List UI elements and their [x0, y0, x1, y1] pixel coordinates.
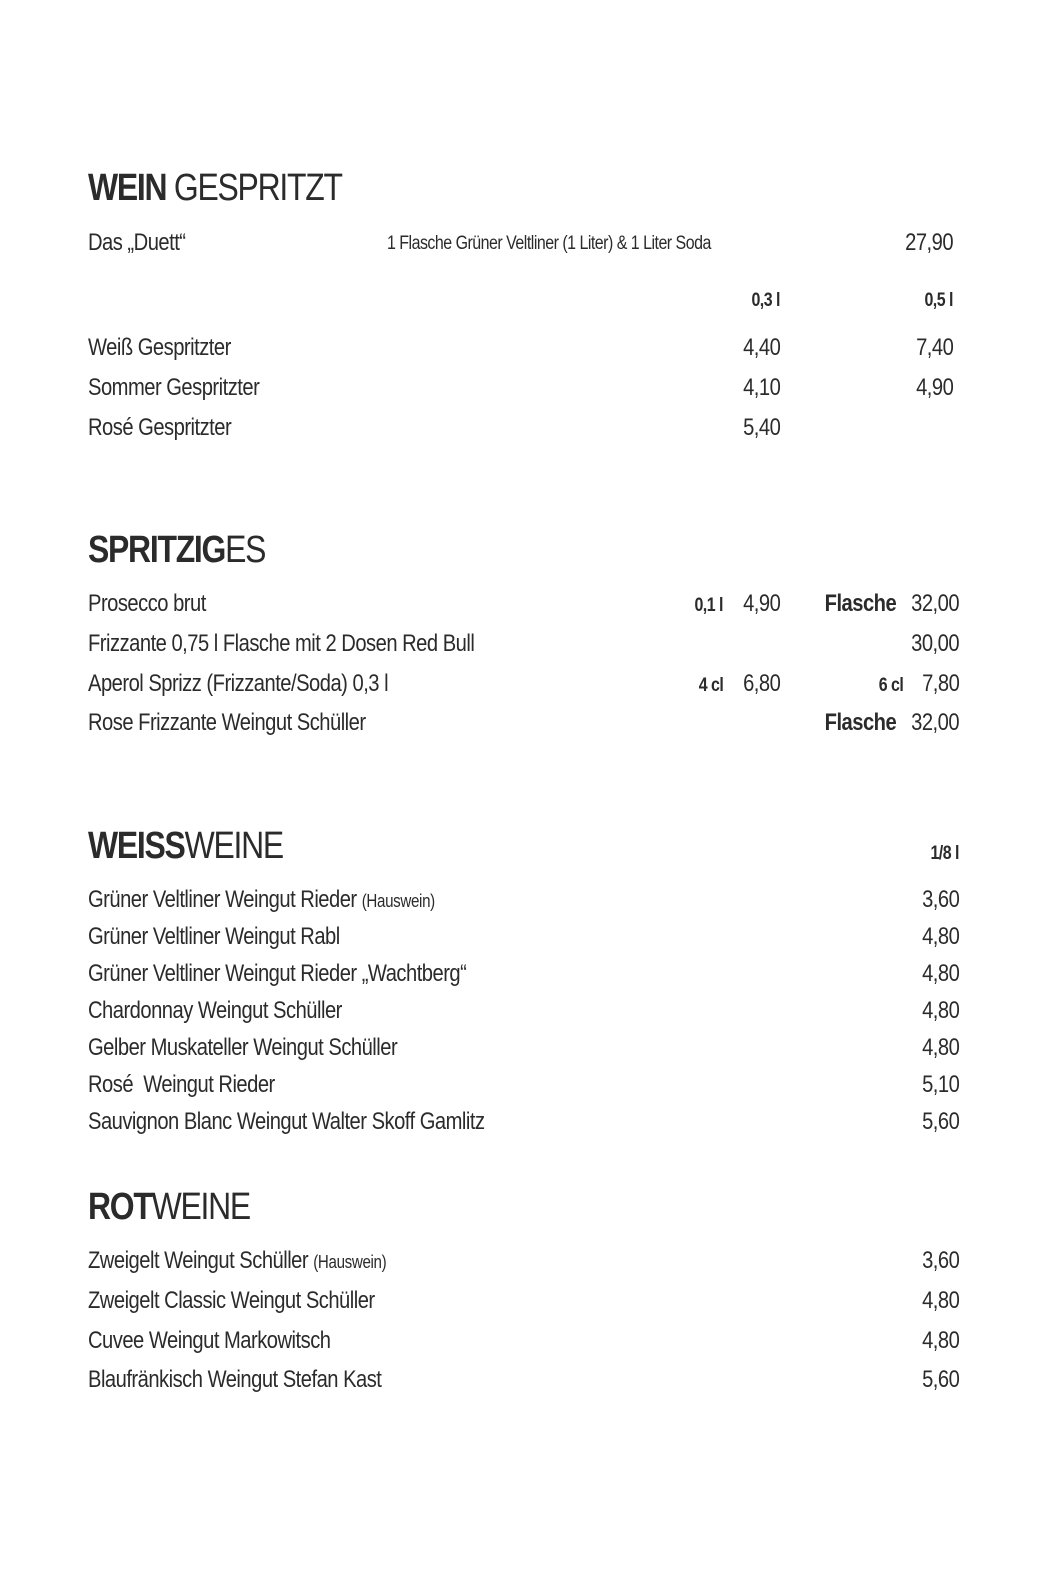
unit-large: 6 cl	[878, 675, 903, 696]
list-item-name: Prosecco brut	[88, 590, 206, 617]
price-0-5l: 7,40	[915, 334, 953, 361]
list-item-name: Sommer Gespritzter	[88, 374, 260, 401]
price-0-5l: 4,90	[915, 374, 953, 401]
price: 5,10	[921, 1071, 959, 1098]
section-title-rotweine: ROTWEINE	[88, 1186, 250, 1228]
list-item-name: Zweigelt Weingut Schüller (Hauswein)	[88, 1247, 387, 1274]
column-header-0-5l: 0,5 l	[924, 290, 953, 311]
price-0-3l: 4,10	[742, 374, 780, 401]
hauswein-note: (Hauswein)	[361, 891, 435, 911]
list-item-name: Grüner Veltliner Weingut Rieder (Hauswein)	[88, 886, 435, 913]
column-header-1-8l: 1/8 l	[930, 843, 959, 864]
duett-description: 1 Flasche Grüner Veltliner (1 Liter) & 1 Liter Soda	[387, 233, 711, 254]
price: 4,80	[921, 1327, 959, 1354]
price: 3,60	[921, 1247, 959, 1274]
price: 5,60	[921, 1108, 959, 1135]
list-item-name: Zweigelt Classic Weingut Schüller	[88, 1287, 375, 1314]
list-item-name: Grüner Veltliner Weingut Rieder „Wachtberg“	[88, 960, 467, 987]
hauswein-note: (Hauswein)	[313, 1252, 387, 1272]
price-small: 6,80	[742, 670, 780, 697]
duett-name: Das „Duett“	[88, 229, 186, 256]
price-large: 32,00	[911, 590, 959, 617]
list-item-name: Rosé Gespritzter	[88, 414, 232, 441]
section-title-wein-gespritzt: WEIN GESPRITZT	[88, 167, 342, 209]
unit-large: Flasche	[824, 709, 896, 736]
list-item-name: Blaufränkisch Weingut Stefan Kast	[88, 1366, 382, 1393]
price: 3,60	[921, 886, 959, 913]
section-title-spritziges: SPRITZIGES	[88, 529, 266, 571]
list-item-name: Gelber Muskateller Weingut Schüller	[88, 1034, 398, 1061]
price-large: 7,80	[921, 670, 959, 697]
price-0-3l: 5,40	[742, 414, 780, 441]
column-header-0-3l: 0,3 l	[751, 290, 780, 311]
price: 4,80	[921, 1287, 959, 1314]
price-0-3l: 4,40	[742, 334, 780, 361]
list-item-name: Rose Frizzante Weingut Schüller	[88, 709, 366, 736]
unit-small: 0,1 l	[694, 595, 723, 616]
price-large: 30,00	[911, 630, 959, 657]
price: 4,80	[921, 997, 959, 1024]
list-item-name: Aperol Sprizz (Frizzante/Soda) 0,3 l	[88, 670, 389, 697]
unit-small: 4 cl	[698, 675, 723, 696]
price-small: 4,90	[742, 590, 780, 617]
list-item-name: Rosé Weingut Rieder	[88, 1071, 275, 1098]
section-title-weissweine: WEISSWEINE	[88, 825, 283, 867]
unit-large: Flasche	[824, 590, 896, 617]
price: 4,80	[921, 960, 959, 987]
list-item-name: Grüner Veltliner Weingut Rabl	[88, 923, 340, 950]
list-item-name: Cuvee Weingut Markowitsch	[88, 1327, 331, 1354]
list-item-name: Frizzante 0,75 l Flasche mit 2 Dosen Red Bull	[88, 630, 475, 657]
list-item-name: Chardonnay Weingut Schüller	[88, 997, 342, 1024]
price: 4,80	[921, 1034, 959, 1061]
duett-price: 27,90	[905, 229, 953, 256]
list-item-name: Weiß Gespritzter	[88, 334, 231, 361]
price: 5,60	[921, 1366, 959, 1393]
price: 4,80	[921, 923, 959, 950]
list-item-name: Sauvignon Blanc Weingut Walter Skoff Gamlitz	[88, 1108, 485, 1135]
price-large: 32,00	[911, 709, 959, 736]
